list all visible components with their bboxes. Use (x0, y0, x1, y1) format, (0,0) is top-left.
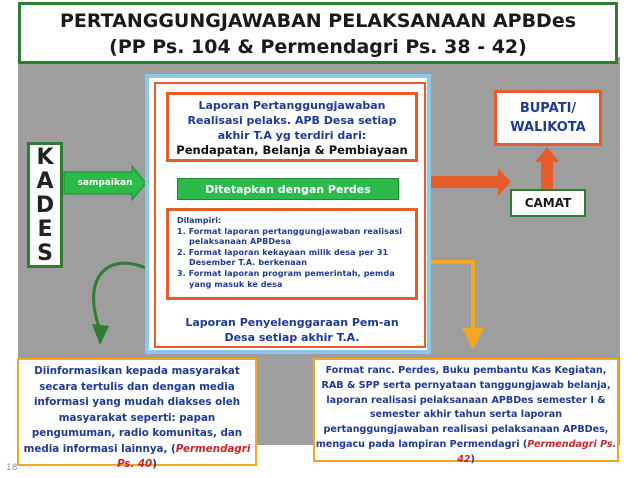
lampiran-box (166, 208, 418, 300)
right-info-close: ) (470, 453, 475, 465)
elbow-arrow-head (462, 328, 484, 350)
left-info-text: Diinformasikan kepada masyarakat secara tertulis dan dengan media informasi yang mudah diakses oleh masyarakat seperti: papan pengumuman, radio komunitas, dan media informasi lainnya, ( (23, 365, 243, 455)
lampiran-item: 2. Format laporan kekayaan milik desa per 31 Desember T.A. berkenaan (177, 247, 389, 268)
elbow-arrow (431, 262, 473, 332)
camat-box: CAMAT (510, 189, 586, 217)
perdes-box: Ditetapkan dengan Perdes (177, 178, 399, 200)
kades-letter: K (36, 145, 54, 170)
bupati-line-2: WALIKOTA (510, 120, 586, 135)
title-box (18, 2, 618, 64)
kades-box (27, 142, 63, 268)
kades-letter: S (37, 241, 53, 266)
curved-arrow-head (92, 324, 109, 345)
page-number: 18 (6, 463, 18, 473)
lpj-line-4: Pendapatan, Belanja & Pembiayaan (176, 143, 408, 157)
right-info-box (313, 358, 619, 465)
left-info-box (17, 358, 257, 470)
kades-letter: E (37, 217, 53, 242)
left-info-reference: Permendagri Ps. 40 (117, 442, 251, 470)
lpj-line-2: Realisasi pelaks. APB Desa setiap (187, 114, 397, 127)
title-line-1: PERTANGGUNGJAWABAN PELAKSANAAN APBDes (59, 10, 577, 32)
camat-arrow (431, 168, 511, 196)
lpp-line-1: Laporan Penyelenggaraan Pem-an (185, 316, 399, 329)
left-info-close: ) (152, 458, 157, 470)
kades-letter: D (35, 193, 55, 218)
bupati-box (494, 90, 602, 146)
title-line-2: (PP Ps. 104 & Permendagri Ps. 38 - 42) (109, 36, 527, 58)
bupati-arrow (535, 147, 559, 189)
lampiran-heading: Dilampiri: (177, 216, 222, 225)
lpp-text (166, 315, 418, 349)
lpj-box (166, 92, 418, 162)
lampiran-item: 3. Format laporan program pemerintah, pemda yang masuk ke desa (177, 268, 395, 289)
lampiran-item: 1. Format laporan pertanggungjawaban realisasi pelaksanaan APBDesa (177, 226, 403, 247)
kades-letter: A (36, 169, 54, 194)
sampaikan-label: sampaikan (77, 178, 133, 188)
lpj-line-1: Laporan Pertanggungjawaban (198, 99, 386, 112)
lpj-line-3: akhir T.A yg terdiri dari: (217, 129, 367, 142)
right-info-reference: Permendagri Ps. 42 (457, 438, 617, 465)
bupati-line-1: BUPATI/ (519, 101, 577, 116)
curved-arrow (94, 263, 150, 330)
lpp-line-2: Desa setiap akhir T.A. (224, 331, 360, 344)
right-info-text: Format ranc. Perdes, Buku pembantu Kas Kegiatan, RAB & SPP serta pernyataan tanggungjawab belanja, laporan realisasi pelaksanaan APBDes semester I & semester akhir tahun serta laporan pertanggungjawaban realisasi pelaksanaan APBDes, mengacu pada lampiran Permendagri ( (315, 365, 611, 450)
